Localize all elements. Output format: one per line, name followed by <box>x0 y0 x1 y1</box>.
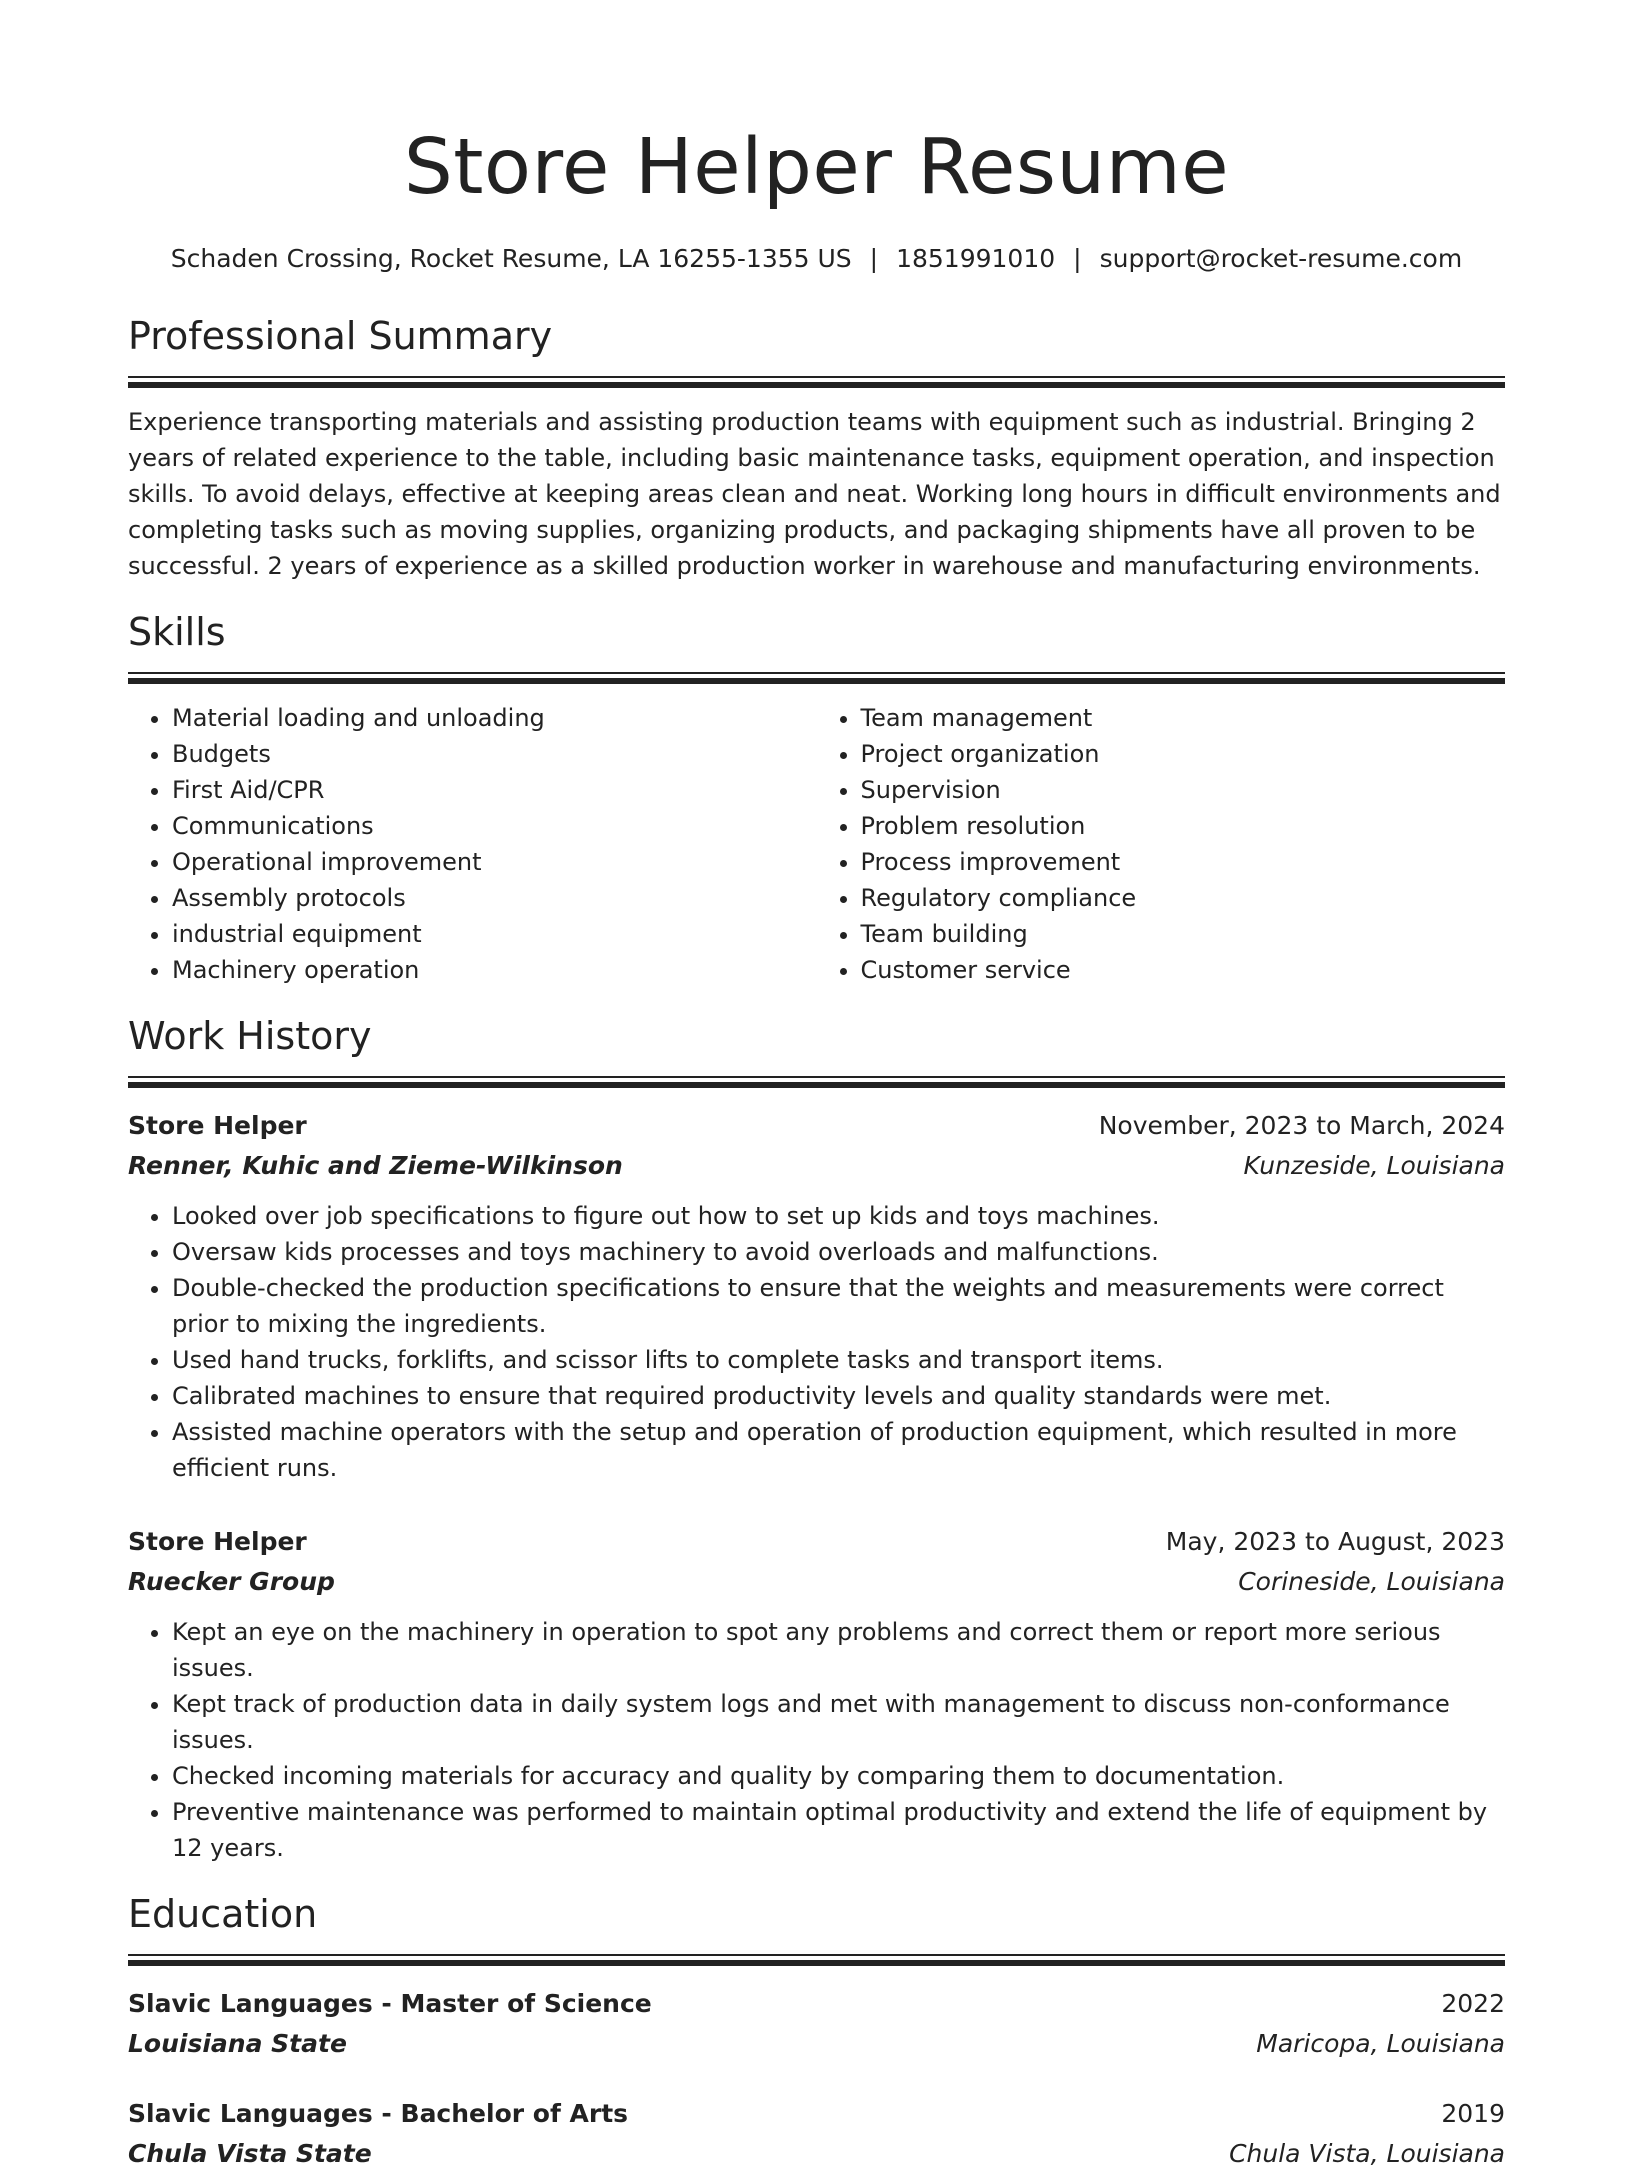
job-bullet: • Assisted machine operators with the setup and operation of production equipment, which resulted in more efficient runs. <box>172 1414 1505 1486</box>
job-dates: November, 2023 to March, 2024 <box>1098 1111 1505 1140</box>
skill-item: • Assembly protocols <box>172 880 817 916</box>
skill-item: • industrial equipment <box>172 916 817 952</box>
skill-item: • Material loading and unloading <box>172 700 817 736</box>
education-school-row <box>128 2024 1505 2064</box>
job-bullet: • Kept track of production data in daily system logs and met with management to discuss non-conformance issues. <box>172 1686 1505 1758</box>
section-divider <box>128 672 1505 684</box>
skills-section <box>128 606 1505 988</box>
job-company: Renner, Kuhic and Zieme-Wilkinson <box>128 1151 623 1180</box>
work-history-section <box>128 1010 1505 1866</box>
summary-section <box>128 310 1505 584</box>
job-location: Kunzeside, Louisiana <box>1243 1151 1505 1180</box>
summary-text: Experience transporting materials and assisting production teams with equipment such as industrial. Bringing 2 years of related experience to the table, including basic maintenance tasks, equipment operation, and inspection skills. To avoid delays, effective at keeping areas clean and neat. Working long hours in difficult environments and completing tasks such as moving supplies, organizing products, and packaging shipments have all proven to be successful. 2 years of experience as a skilled production worker in warehouse and manufacturing environments. <box>128 408 1501 580</box>
contact-address: Schaden Crossing, Rocket Resume, LA 16255-1355 US <box>170 244 852 273</box>
job-dates: May, 2023 to August, 2023 <box>1165 1527 1505 1556</box>
work-history-heading: Work History <box>128 1014 372 1058</box>
skill-item: • Machinery operation <box>172 952 817 988</box>
skills-heading: Skills <box>128 610 226 654</box>
job-header-row <box>128 1106 1505 1146</box>
education-heading: Education <box>128 1892 318 1936</box>
job-company-row <box>128 1146 1505 1186</box>
job-bullet: • Calibrated machines to ensure that required productivity levels and quality standards were met. <box>172 1378 1505 1414</box>
section-divider <box>128 376 1505 388</box>
job-location: Corineside, Louisiana <box>1238 1567 1505 1596</box>
skill-item: • Team building <box>861 916 1506 952</box>
job-bullet: • Looked over job specifications to figure out how to set up kids and toys machines. <box>172 1198 1505 1234</box>
contact-separator: | <box>1073 244 1082 273</box>
education-school-row <box>128 2134 1505 2174</box>
skill-item: • Problem resolution <box>861 808 1506 844</box>
education-year: 2019 <box>1441 2099 1505 2128</box>
skill-item: • Project organization <box>861 736 1506 772</box>
job-bullet: • Checked incoming materials for accuracy and quality by comparing them to documentation. <box>172 1758 1505 1794</box>
education-degree: Slavic Languages - Bachelor of Arts <box>128 2099 629 2128</box>
skill-item: • Communications <box>172 808 817 844</box>
skill-item: • Process improvement <box>861 844 1506 880</box>
job-company: Ruecker Group <box>128 1567 335 1596</box>
job-bullet: • Double-checked the production specifications to ensure that the weights and measurements were correct prior to mixing the ingredients. <box>172 1270 1505 1342</box>
job-header-row <box>128 1522 1505 1562</box>
job-company-row <box>128 1562 1505 1602</box>
job-bullet: • Oversaw kids processes and toys machinery to avoid overloads and malfunctions. <box>172 1234 1505 1270</box>
skill-item: • Supervision <box>861 772 1506 808</box>
contact-line <box>128 242 1505 276</box>
job-bullets <box>128 1198 1505 1486</box>
skill-item: • Regulatory compliance <box>861 880 1506 916</box>
resume-title: Store Helper Resume <box>403 123 1230 212</box>
contact-email[interactable]: support@rocket-resume.com <box>1099 244 1463 273</box>
education-school: Chula Vista State <box>128 2139 372 2168</box>
job-bullets <box>128 1614 1505 1866</box>
job-bullet: • Used hand trucks, forklifts, and scissor lifts to complete tasks and transport items. <box>172 1342 1505 1378</box>
job-bullet: • Kept an eye on the machinery in operation to spot any problems and correct them or report more serious issues. <box>172 1614 1505 1686</box>
skill-item: • Budgets <box>172 736 817 772</box>
education-location: Chula Vista, Louisiana <box>1229 2139 1505 2168</box>
education-header-row <box>128 1984 1505 2024</box>
skills-list <box>128 700 1505 988</box>
education-section <box>128 1888 1505 2174</box>
education-year: 2022 <box>1441 1989 1505 2018</box>
skills-column-left <box>128 700 817 988</box>
summary-heading: Professional Summary <box>128 314 553 358</box>
skill-item: • Team management <box>861 700 1506 736</box>
education-location: Maricopa, Louisiana <box>1256 2029 1505 2058</box>
education-degree: Slavic Languages - Master of Science <box>128 1989 652 2018</box>
job-entry <box>128 1106 1505 1486</box>
skill-item: • Operational improvement <box>172 844 817 880</box>
job-title: Store Helper <box>128 1111 307 1140</box>
contact-phone: 1851991010 <box>896 244 1056 273</box>
contact-separator: | <box>869 244 879 273</box>
education-entry <box>128 1984 1505 2064</box>
job-entry <box>128 1522 1505 1866</box>
education-entry <box>128 2094 1505 2174</box>
education-school: Louisiana State <box>128 2029 347 2058</box>
skills-column-right <box>817 700 1506 988</box>
education-header-row <box>128 2094 1505 2134</box>
skill-item: • Customer service <box>861 952 1506 988</box>
skill-item: • First Aid/CPR <box>172 772 817 808</box>
section-divider <box>128 1954 1505 1966</box>
section-divider <box>128 1076 1505 1088</box>
job-title: Store Helper <box>128 1527 307 1556</box>
job-bullet: • Preventive maintenance was performed to maintain optimal productivity and extend the life of equipment by 12 years. <box>172 1794 1505 1866</box>
